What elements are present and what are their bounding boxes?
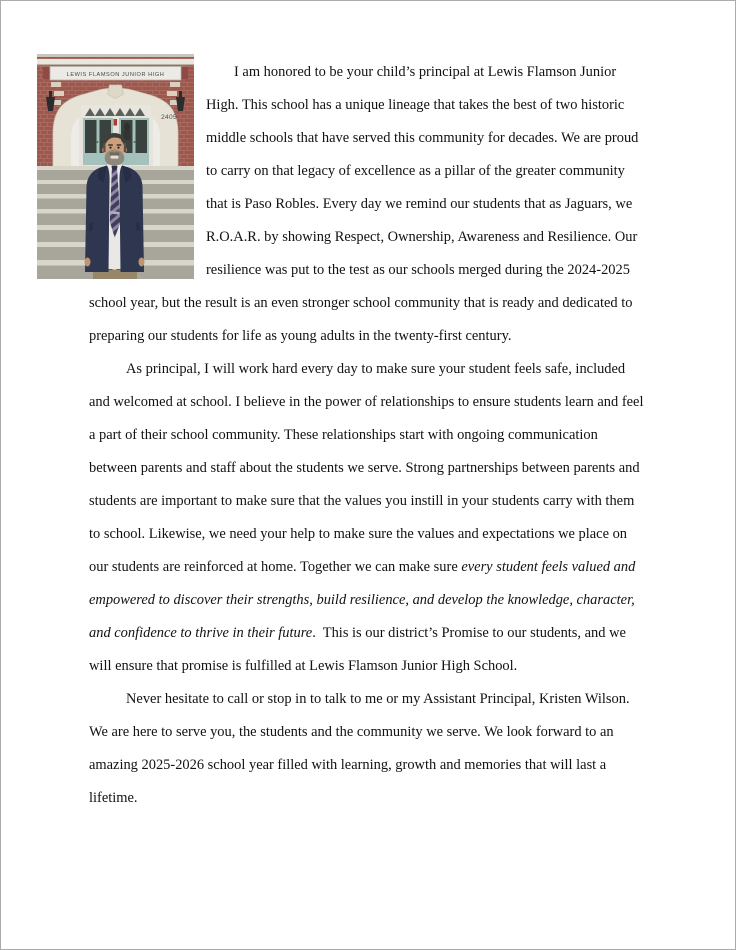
letter-content	[1, 1, 735, 815]
school-sign-text: LEWIS FLAMSON JUNIOR HIGH	[66, 71, 165, 78]
text-run: . This is our district’s Promise to our students, and we will ensure that promise is fulfilled at Lewis Flamson Junior High School.	[89, 625, 626, 674]
principal-photo	[37, 54, 194, 279]
text-run: I am honored to be your child’s principal at Lewis Flamson Junior High. This school has a unique lineage that takes the best of two historic middle schools that have served this community for decades. We are proud to carry on that legacy of excellence as a pillar of the greater community that is Paso Robles. Every day we remind our students that as Jaguars, we R.O.A.R. by showing Respect, Ownership, Awareness and Resilience. Our resilience was put to the test as our schools merged during the 2024-2025 school year, but the result is an even stronger school community that is ready and dedicated to preparing our students for life as young adults in the twenty-first century.	[89, 64, 639, 344]
paragraph-3	[89, 683, 647, 815]
school-sign	[43, 67, 188, 81]
text-run: As principal, I will work hard every day to make sure your student feels safe, included and welcomed at school. I believe in the power of relationships to ensure students learn and feel a part of their school community. These relationships start with ongoing communication between parents and staff about the students we serve. Strong partnerships between parents and students are important to make sure that the values you instill in your students carry with them to school. Likewise, we need your help to make sure the values and expectations we place on our students are reinforced at home. Together we can make sure	[89, 361, 644, 575]
principal-photo-graphic	[37, 54, 194, 279]
text-run: every student feels valued and empowered to discover their strengths, build resilience, and develop the knowledge, character, and confidence to thrive in their future	[89, 559, 636, 641]
building-number: 2405	[161, 114, 177, 121]
paragraph-2	[89, 353, 647, 683]
text-run: Never hesitate to call or stop in to talk to me or my Assistant Principal, Kristen Wilson. We are here to serve you, the students and the community we serve. We look forward to an amazing 2025-2026 school year filled with learning, growth and memories that will last a lifetime.	[89, 691, 630, 806]
